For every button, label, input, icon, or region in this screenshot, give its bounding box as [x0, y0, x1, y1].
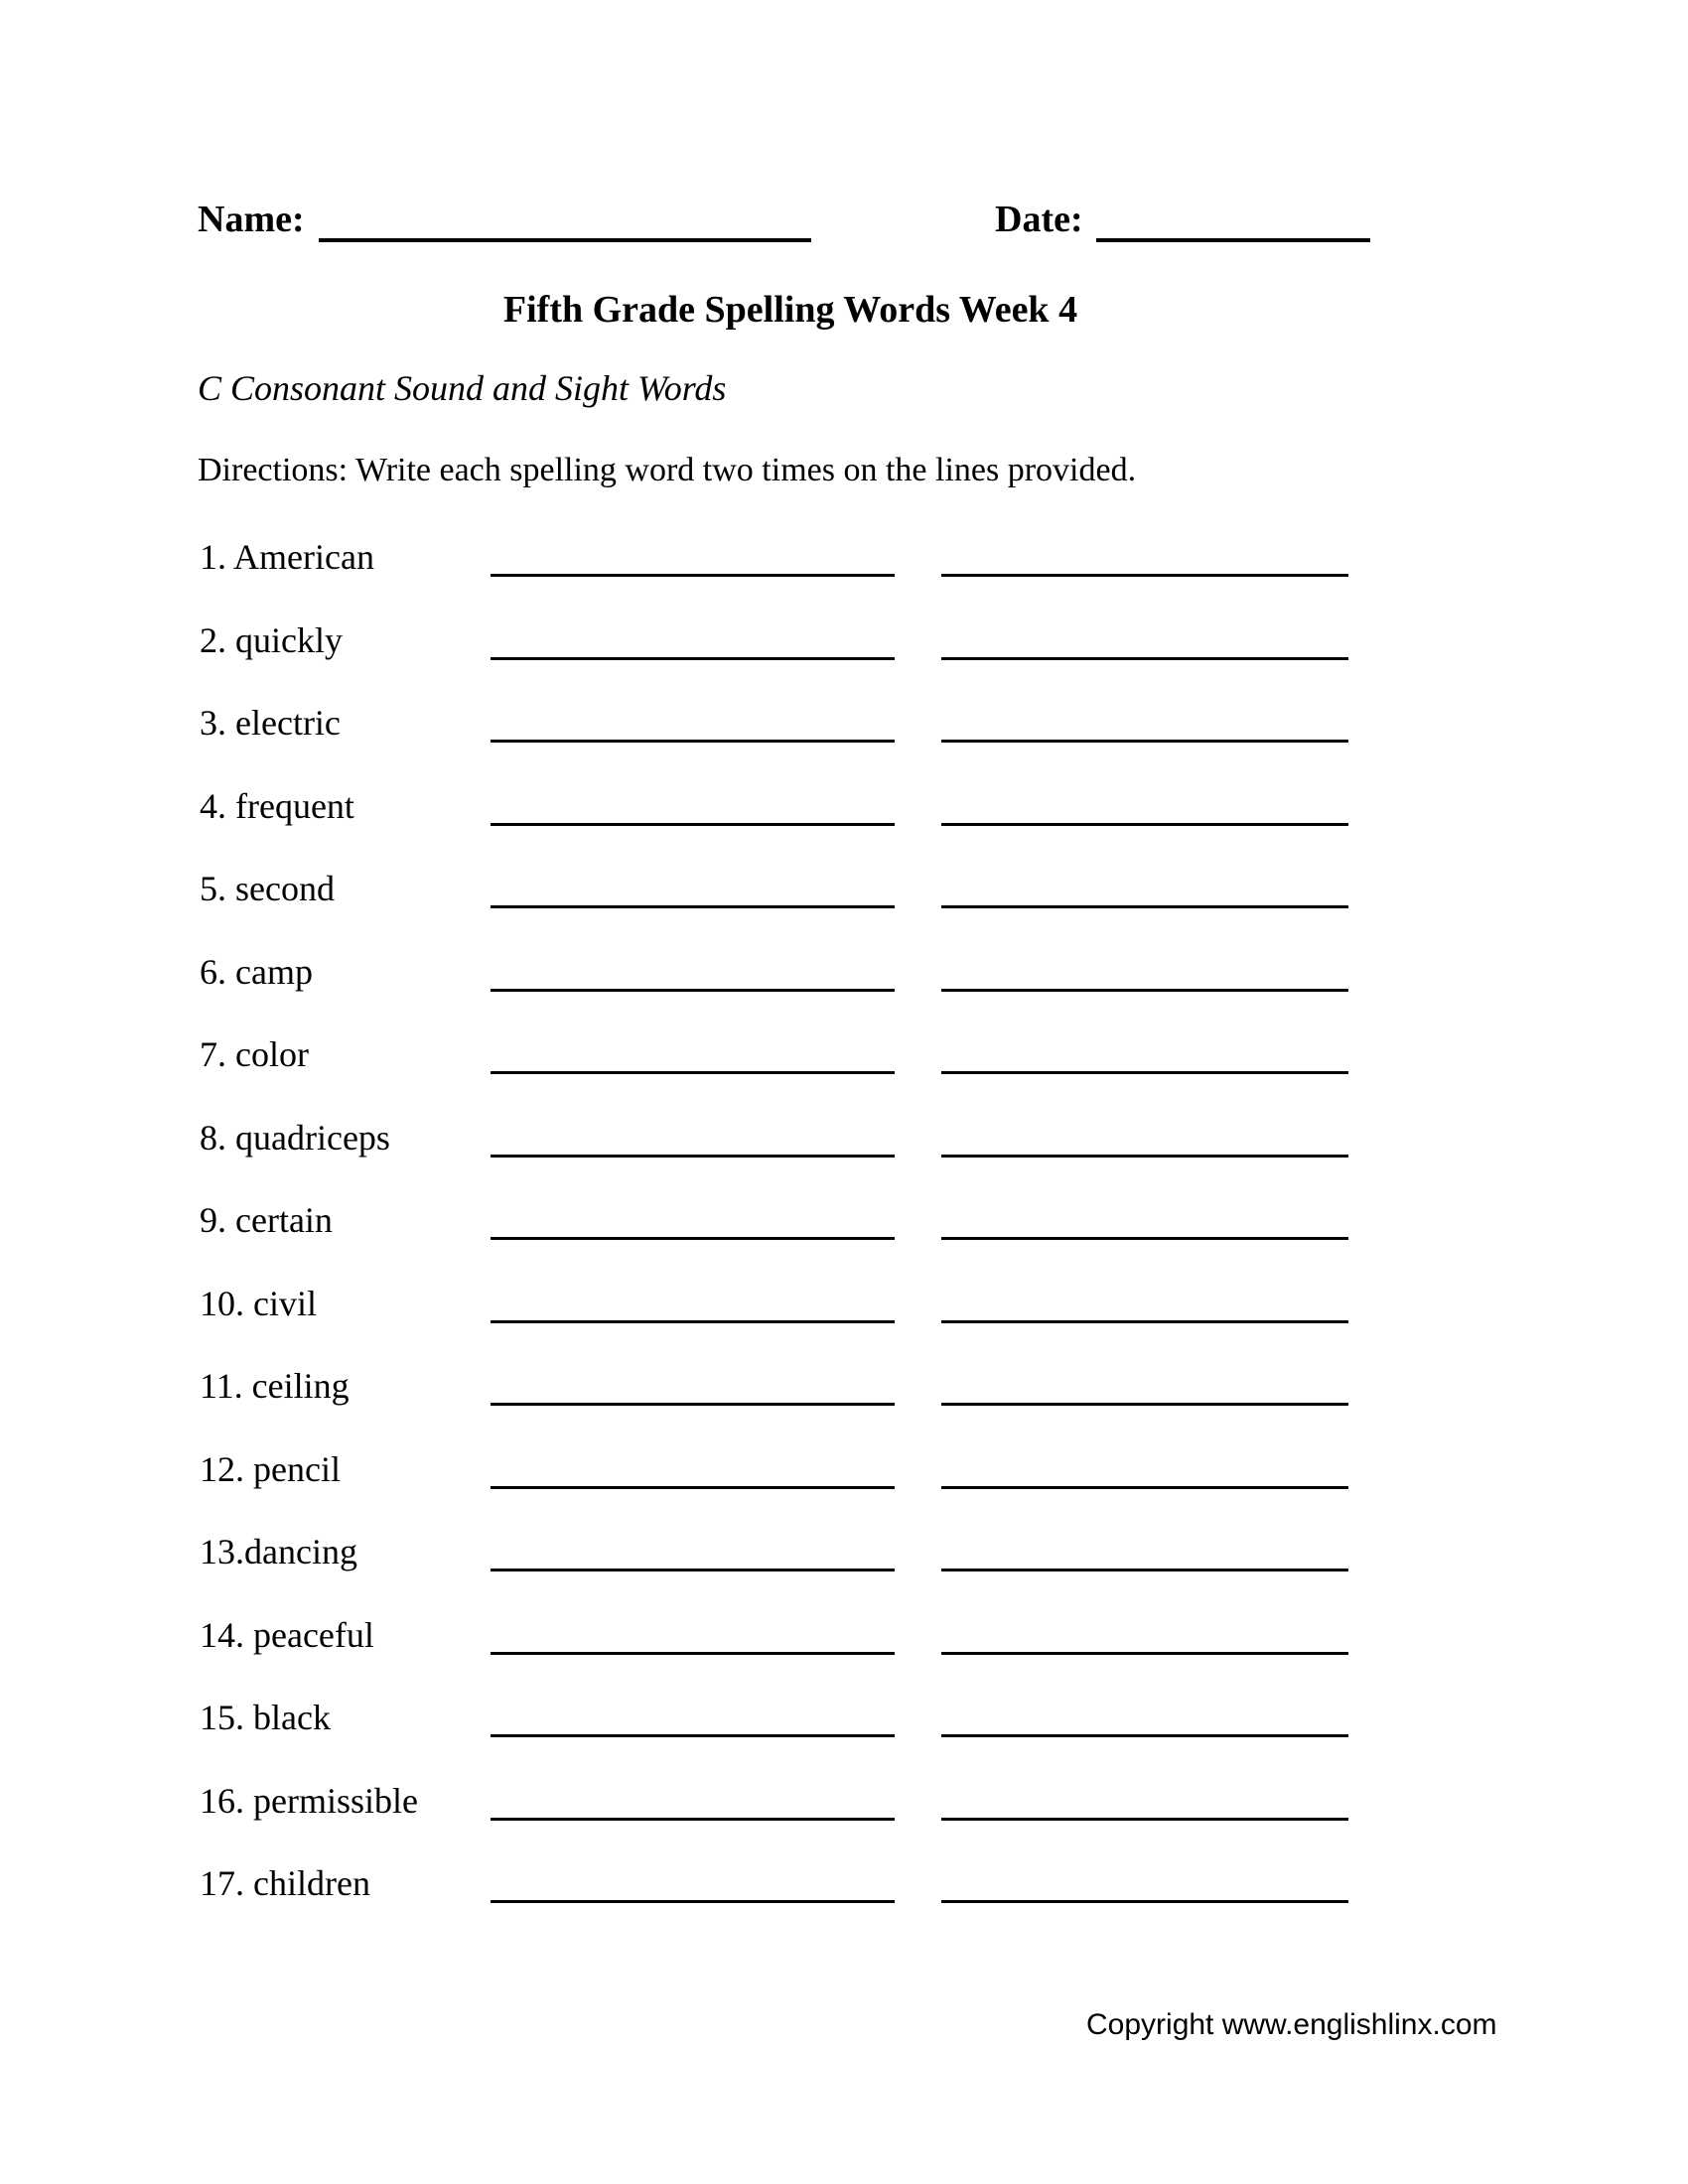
- date-input-line[interactable]: [1096, 238, 1370, 242]
- word-label: 11. ceiling: [200, 1366, 350, 1406]
- answer-line-1[interactable]: [491, 1734, 895, 1737]
- word-label: 3. electric: [200, 703, 341, 743]
- answer-line-1[interactable]: [491, 1071, 895, 1074]
- answer-line-1[interactable]: [491, 1320, 895, 1323]
- word-label: 6. camp: [200, 951, 313, 992]
- lesson-subtitle: C Consonant Sound and Sight Words: [198, 368, 727, 408]
- word-row: [0, 785, 1688, 874]
- word-label: 2. quickly: [200, 619, 343, 660]
- answer-line-1[interactable]: [491, 989, 895, 992]
- word-row: [0, 1698, 1688, 1785]
- answer-line-2[interactable]: [941, 1734, 1348, 1737]
- word-label: 15. black: [200, 1698, 331, 1737]
- page-title: Fifth Grade Spelling Words Week 4: [502, 289, 1078, 331]
- answer-line-2[interactable]: [941, 1569, 1348, 1571]
- word-row: [0, 1200, 1688, 1288]
- answer-line-2[interactable]: [941, 657, 1348, 660]
- word-row: [0, 1863, 1688, 1951]
- answer-line-2[interactable]: [941, 1403, 1348, 1406]
- answer-line-2[interactable]: [941, 1652, 1348, 1655]
- spelling-word-list: [0, 537, 1688, 1951]
- answer-line-1[interactable]: [491, 574, 895, 577]
- word-row: [0, 1532, 1688, 1619]
- word-row: [0, 1283, 1688, 1371]
- answer-line-1[interactable]: [491, 1237, 895, 1240]
- copyright-text: Copyright www.englishlinx.com: [1086, 2008, 1497, 2041]
- answer-line-2[interactable]: [941, 1486, 1348, 1489]
- answer-line-1[interactable]: [491, 657, 895, 660]
- answer-line-2[interactable]: [941, 1320, 1348, 1323]
- answer-line-2[interactable]: [941, 1237, 1348, 1240]
- directions-text: Directions: Write each spelling word two times on the lines provided.: [198, 452, 1137, 488]
- answer-line-1[interactable]: [491, 1652, 895, 1655]
- answer-line-1[interactable]: [491, 905, 895, 908]
- answer-line-1[interactable]: [491, 823, 895, 826]
- answer-line-2[interactable]: [941, 1071, 1348, 1074]
- answer-line-2[interactable]: [941, 1818, 1348, 1821]
- word-row: [0, 537, 1688, 624]
- word-row: [0, 1034, 1688, 1122]
- date-label: Date:: [995, 199, 1083, 240]
- word-row: [0, 703, 1688, 790]
- answer-line-1[interactable]: [491, 1155, 895, 1158]
- word-label: 12. pencil: [200, 1448, 341, 1489]
- word-row: [0, 619, 1688, 708]
- name-label: Name:: [198, 199, 305, 240]
- word-label: 7. color: [200, 1034, 309, 1074]
- answer-line-2[interactable]: [941, 740, 1348, 743]
- word-label: 13.dancing: [200, 1532, 357, 1571]
- word-label: 5. second: [200, 869, 335, 908]
- word-row: [0, 1614, 1688, 1703]
- answer-line-1[interactable]: [491, 1486, 895, 1489]
- answer-line-2[interactable]: [941, 1900, 1348, 1903]
- answer-line-1[interactable]: [491, 1403, 895, 1406]
- answer-line-2[interactable]: [941, 905, 1348, 908]
- answer-line-2[interactable]: [941, 574, 1348, 577]
- word-label: 4. frequent: [200, 785, 354, 826]
- name-input-line[interactable]: [319, 238, 811, 242]
- answer-line-1[interactable]: [491, 1569, 895, 1571]
- word-label: 14. peaceful: [200, 1614, 374, 1655]
- word-row: [0, 1780, 1688, 1868]
- answer-line-2[interactable]: [941, 1155, 1348, 1158]
- word-label: 17. children: [200, 1863, 370, 1903]
- word-label: 1. American: [200, 537, 374, 577]
- word-label: 8. quadriceps: [200, 1117, 390, 1158]
- word-label: 9. certain: [200, 1200, 333, 1240]
- answer-line-1[interactable]: [491, 1900, 895, 1903]
- word-row: [0, 1366, 1688, 1453]
- answer-line-1[interactable]: [491, 740, 895, 743]
- word-row: [0, 869, 1688, 956]
- answer-line-2[interactable]: [941, 823, 1348, 826]
- answer-line-2[interactable]: [941, 989, 1348, 992]
- word-row: [0, 1448, 1688, 1537]
- word-row: [0, 951, 1688, 1039]
- answer-line-1[interactable]: [491, 1818, 895, 1821]
- word-label: 10. civil: [200, 1283, 317, 1323]
- word-label: 16. permissible: [200, 1780, 418, 1821]
- word-row: [0, 1117, 1688, 1205]
